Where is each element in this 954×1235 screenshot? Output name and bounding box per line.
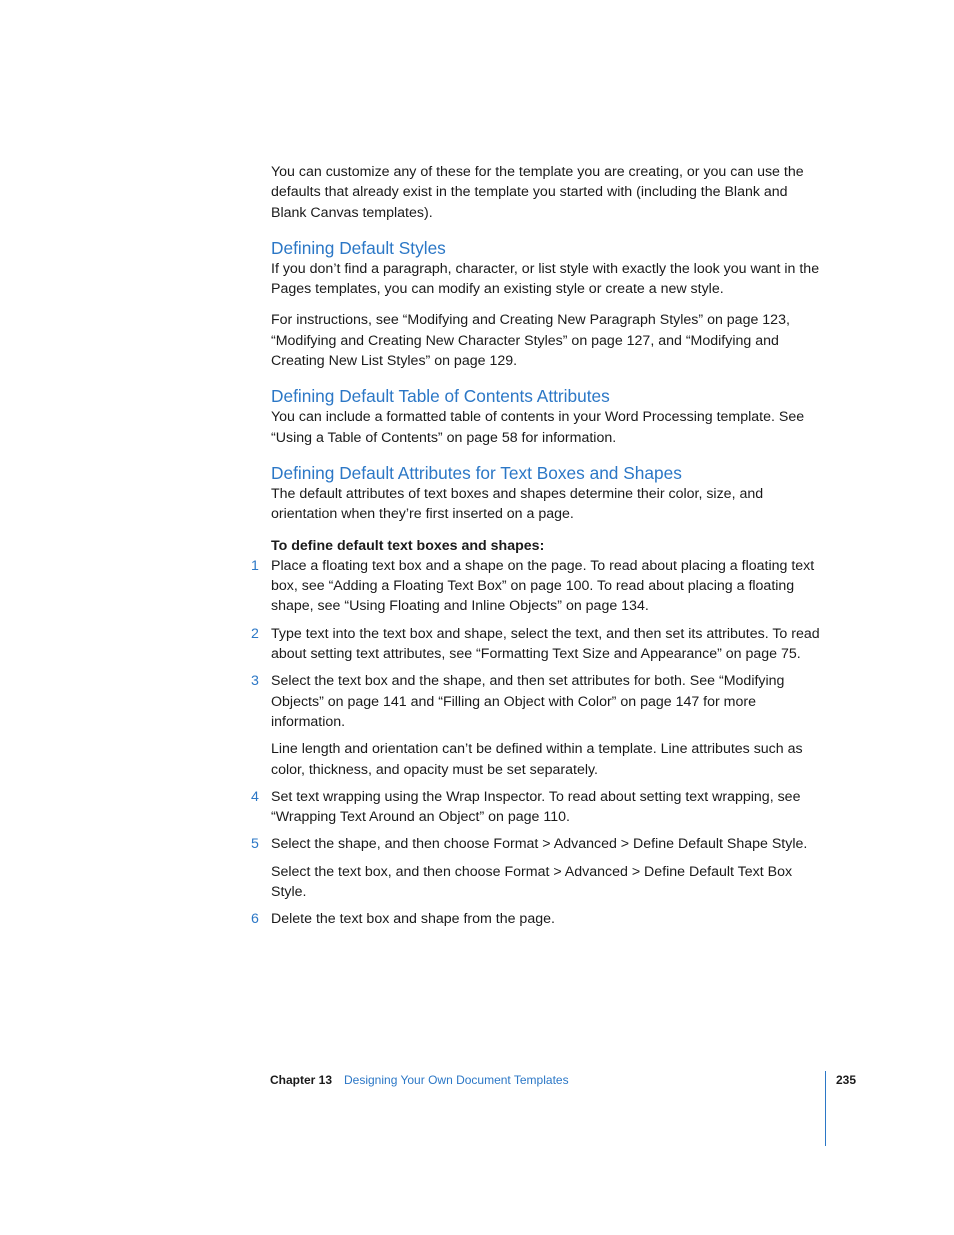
step-number: 3 <box>251 673 259 690</box>
step-note: Select the text box, and then choose Format > Advanced > Define Default Text Box Style. <box>271 863 793 901</box>
section-paragraph: You can include a formatted table of contents in your Word Processing template. See “Using a Table of Contents” on page 58 for information. <box>271 409 805 446</box>
step-number: 4 <box>251 788 259 805</box>
step-text: Place a floating text box and a shape on the page. To read about placing a floating text box, see “Adding a Floating Text Box” on page 100. To read about placing a floating shape, see “Using Floating and Inline Objects” on page 134. <box>271 557 815 615</box>
section-heading-text-boxes-shapes: Defining Default Attributes for Text Boxes and Shapes <box>271 462 682 483</box>
section-paragraph: If you don’t find a paragraph, character, or list style with exactly the look you want in the Pages templates, you can modify an existing style or create a new style. <box>271 260 820 298</box>
step-number: 5 <box>251 836 259 853</box>
step-list <box>251 556 826 930</box>
step-item <box>251 834 826 902</box>
footer-chapter-label: Chapter 13 <box>270 1073 333 1087</box>
step-text: Select the text box and the shape, and then set attributes for both. See “Modifying Objects” on page 141 and “Filling an Object with Color” on page 147 for more information. <box>271 673 785 730</box>
step-item <box>251 671 826 779</box>
step-text: Delete the text box and shape from the page. <box>271 911 555 928</box>
step-number: 6 <box>251 911 259 928</box>
page-body <box>251 162 826 937</box>
section-paragraph: The default attributes of text boxes and shapes determine their color, size, and orientation when they’re first inserted on a page. <box>271 485 764 523</box>
step-text: Select the shape, and then choose Format > Advanced > Define Default Shape Style. <box>271 836 808 853</box>
step-number: 1 <box>251 557 259 574</box>
step-item <box>251 787 826 828</box>
step-number: 2 <box>251 625 259 642</box>
section-heading-default-styles: Defining Default Styles <box>271 237 446 258</box>
section-heading-toc-attributes: Defining Default Table of Contents Attributes <box>271 386 610 407</box>
footer-page-number: 235 <box>836 1073 857 1087</box>
step-text: Type text into the text box and shape, select the text, and then set its attributes. To read about setting text attributes, see “Formatting Text Size and Appearance” on page 75. <box>271 625 820 663</box>
task-heading: To define default text boxes and shapes: <box>271 537 545 554</box>
step-note: Line length and orientation can’t be defined within a template. Line attributes such as color, thickness, and opacity must be set separately. <box>271 741 803 778</box>
footer-divider <box>825 1071 826 1146</box>
section-paragraph: For instructions, see “Modifying and Creating New Paragraph Styles” on page 123, “Modifying and Creating New Character Styles” on page 127, and “Modifying and Creating New List Styles” on page 129. <box>271 312 790 370</box>
footer-chapter-title: Designing Your Own Document Templates <box>344 1073 569 1087</box>
step-item <box>251 556 826 617</box>
step-text: Set text wrapping using the Wrap Inspector. To read about setting text wrapping, see “Wrapping Text Around an Object” on page 110. <box>271 788 801 826</box>
step-item <box>251 624 826 665</box>
step-item <box>251 909 826 929</box>
intro-paragraph: You can customize any of these for the template you are creating, or you can use the defaults that already exist in the template you started with (including the Blank and Blank Canvas templates). <box>271 164 804 221</box>
